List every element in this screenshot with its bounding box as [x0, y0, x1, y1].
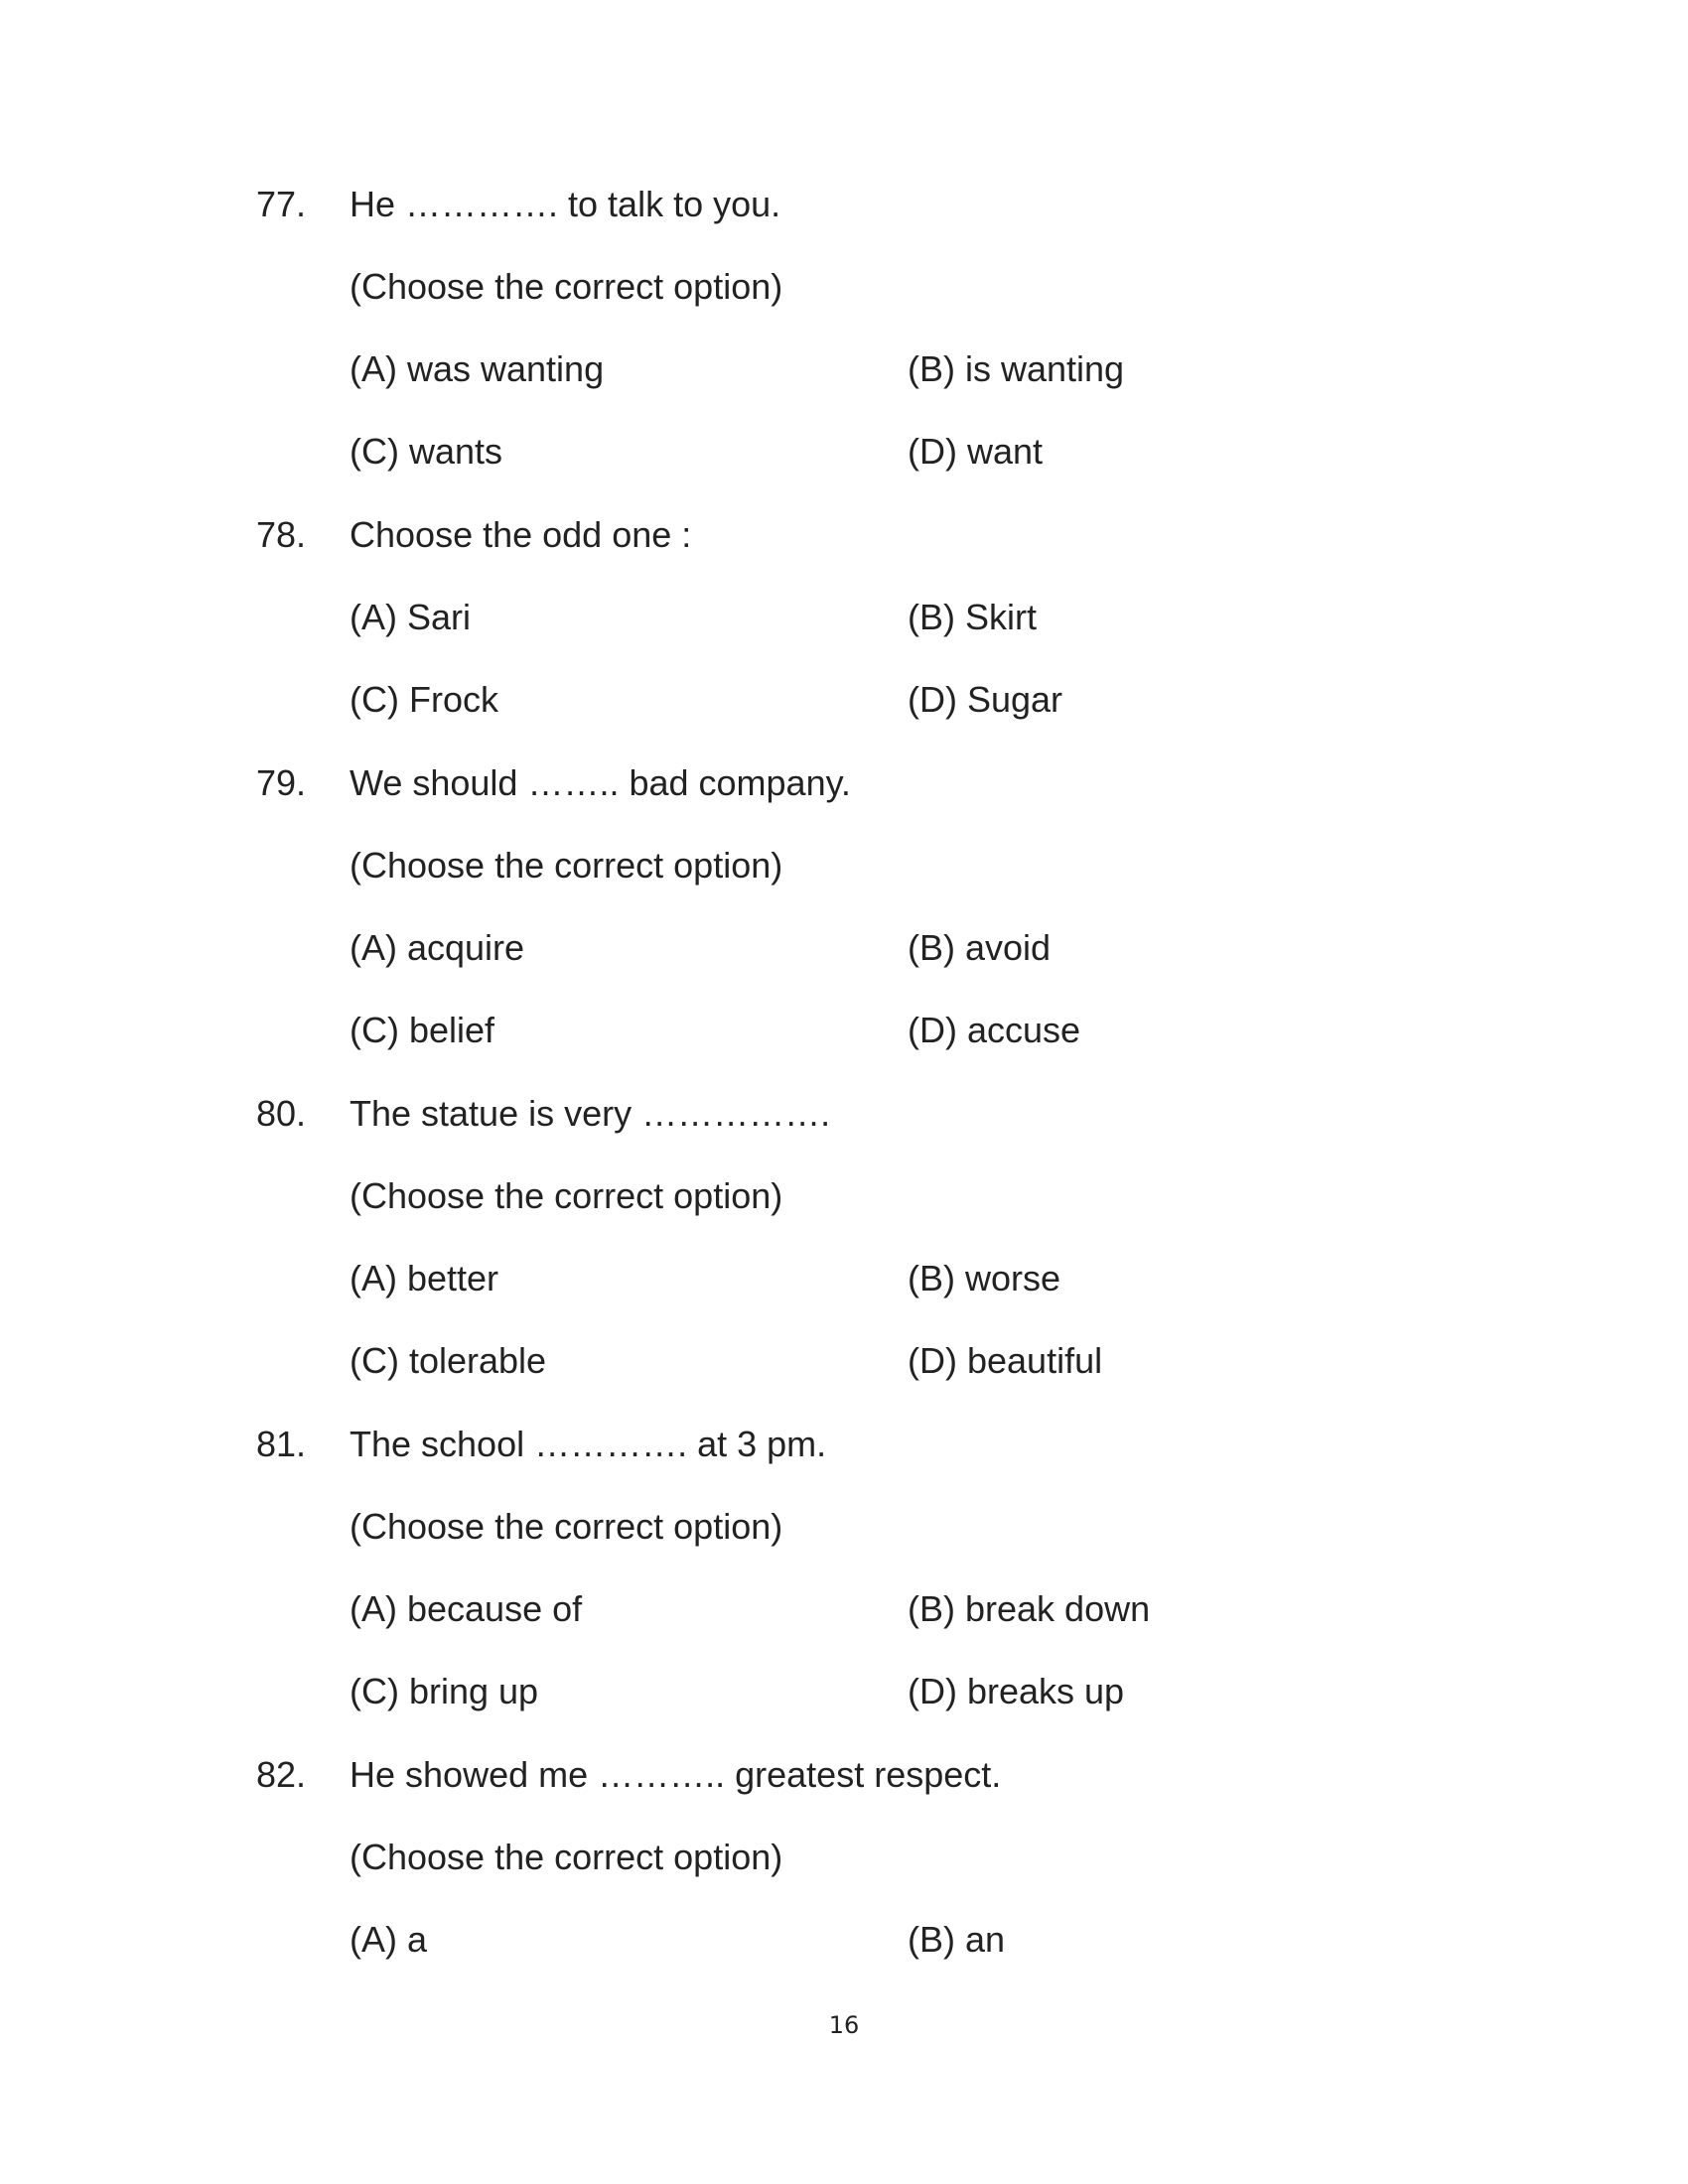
option-c: (C) belief [350, 1010, 495, 1050]
option-b: (B) worse [908, 1258, 1061, 1298]
question-number: 78. [256, 514, 307, 555]
option-d: (D) want [908, 431, 1044, 472]
option-a: (A) better [350, 1258, 499, 1298]
question-stem: He showed me ……….. greatest respect. [350, 1754, 1002, 1795]
option-a: (A) was wanting [350, 348, 605, 389]
option-b: (B) Skirt [908, 597, 1037, 637]
question-number: 77. [256, 184, 307, 224]
option-c: (C) wants [350, 431, 503, 472]
option-d: (D) Sugar [908, 679, 1063, 720]
option-a: (A) a [350, 1919, 428, 1960]
option-b: (B) break down [908, 1588, 1151, 1629]
option-b: (B) an [908, 1919, 1006, 1960]
question-instruction: (Choose the correct option) [350, 845, 783, 886]
option-c: (C) Frock [350, 679, 498, 720]
question-stem: The statue is very ……………. [350, 1093, 831, 1134]
option-a: (A) acquire [350, 927, 525, 968]
option-d: (D) accuse [908, 1010, 1081, 1050]
question-number: 82. [256, 1754, 307, 1795]
question-stem: The school …………. at 3 pm. [350, 1424, 827, 1464]
option-c: (C) bring up [350, 1671, 539, 1711]
question-instruction: (Choose the correct option) [350, 1837, 783, 1877]
option-b: (B) avoid [908, 927, 1052, 968]
option-d: (D) breaks up [908, 1671, 1125, 1711]
option-a: (A) Sari [350, 597, 472, 637]
question-number: 79. [256, 762, 307, 803]
question-instruction: (Choose the correct option) [350, 1506, 783, 1547]
question-number: 81. [256, 1424, 307, 1464]
option-b: (B) is wanting [908, 348, 1125, 389]
option-d: (D) beautiful [908, 1340, 1103, 1381]
page-number: 16 [828, 2011, 860, 2039]
question-stem: Choose the odd one : [350, 514, 692, 555]
option-a: (A) because of [350, 1588, 583, 1629]
question-number: 80. [256, 1093, 307, 1134]
question-instruction: (Choose the correct option) [350, 1175, 783, 1216]
question-instruction: (Choose the correct option) [350, 266, 783, 307]
option-c: (C) tolerable [350, 1340, 547, 1381]
question-stem: We should …….. bad company. [350, 762, 851, 803]
question-stem: He …………. to talk to you. [350, 184, 781, 224]
